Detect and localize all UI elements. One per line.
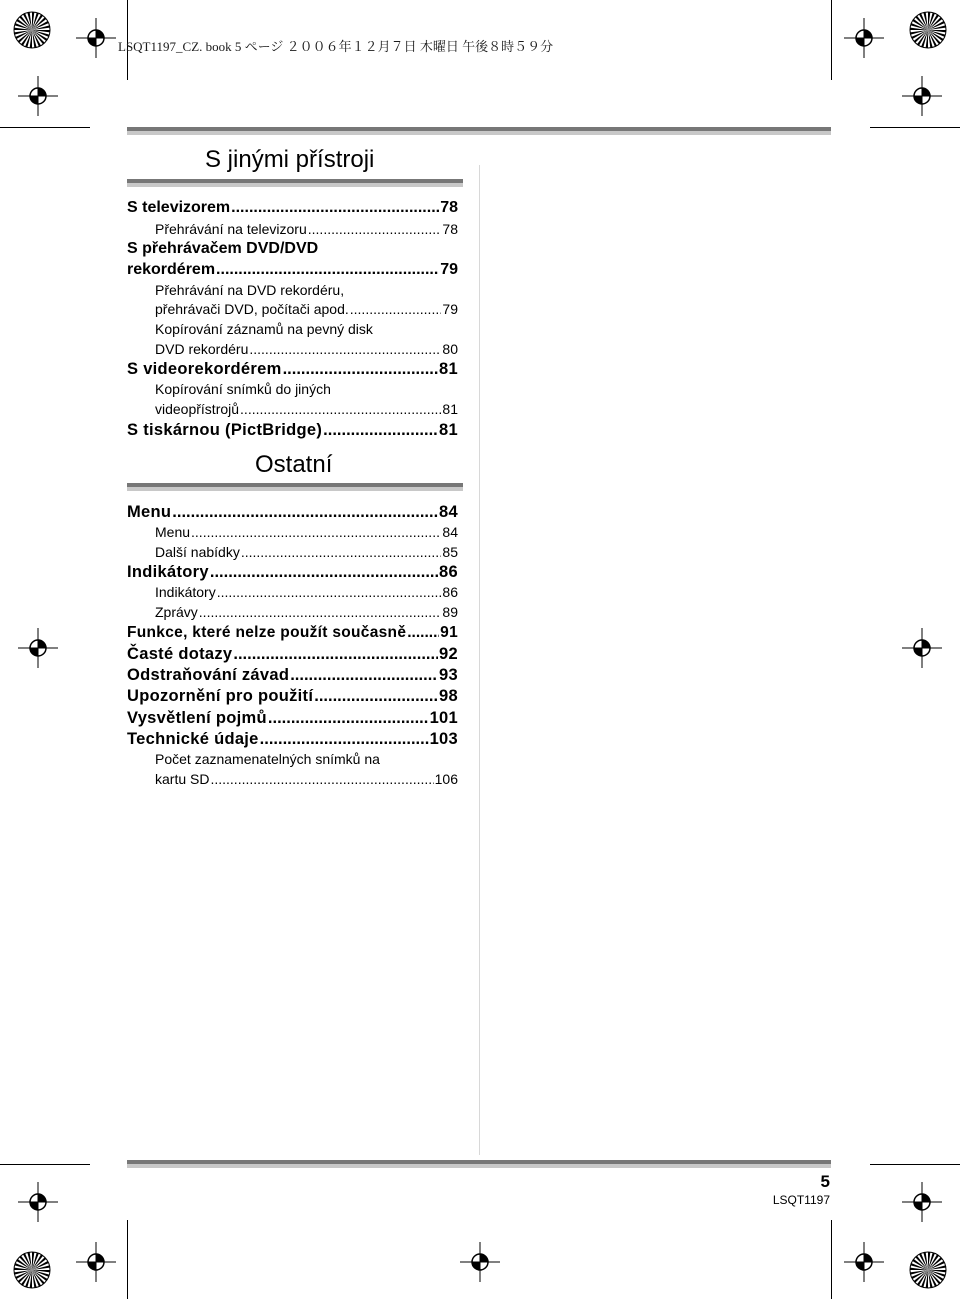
toc-subentry[interactable]: videopřístrojů ..... 81 — [155, 401, 458, 417]
toc-entry[interactable]: Menu ..... 84 — [127, 503, 458, 522]
color-wheel-target-icon — [12, 10, 52, 50]
top-rule — [127, 127, 831, 131]
column-divider — [479, 165, 480, 1155]
toc-entry[interactable]: rekordérem ..... 79 — [127, 261, 458, 279]
crop-mark — [831, 0, 832, 80]
registration-crosshair-icon — [844, 18, 884, 58]
color-wheel-target-icon — [908, 10, 948, 50]
registration-crosshair-icon — [902, 1182, 942, 1222]
toc-subentry-line: Kopírování záznamů na pevný disk — [155, 321, 373, 337]
crop-mark — [870, 127, 960, 128]
toc-subentry[interactable]: Indikátory ..... 86 — [155, 584, 458, 600]
toc-subentry[interactable]: Zprávy ..... 89 — [155, 604, 458, 620]
toc-subentry-line: Počet zaznamenatelných snímků na — [155, 751, 380, 767]
print-header-file-info: LSQT1197_CZ. book 5 ページ ２００６年１２月７日 木曜日 午後８時５９分 — [118, 39, 554, 54]
crop-mark — [127, 1220, 128, 1299]
color-wheel-target-icon — [12, 1250, 52, 1290]
toc-subentry[interactable]: Další nabídky ..... 85 — [155, 544, 458, 560]
crop-mark — [870, 1164, 960, 1165]
crop-mark — [831, 1220, 832, 1299]
toc-entry[interactable]: S videorekordérem ..... 81 — [127, 360, 458, 379]
registration-crosshair-icon — [18, 1182, 58, 1222]
registration-crosshair-icon — [18, 628, 58, 668]
toc-subentry[interactable]: Přehrávání na televizoru ..... 78 — [155, 221, 458, 237]
section-rule — [127, 179, 463, 183]
section-rule — [127, 483, 463, 487]
registration-crosshair-icon — [76, 18, 116, 58]
registration-crosshair-icon — [844, 1242, 884, 1282]
toc-subentry[interactable]: přehrávači DVD, počítači apod. ..... 79 — [155, 301, 458, 317]
toc-subentry[interactable]: Menu ..... 84 — [155, 524, 458, 540]
registration-crosshair-icon — [460, 1242, 500, 1282]
toc-entry[interactable]: S tiskárnou (PictBridge) ..... 81 — [127, 421, 458, 440]
color-wheel-target-icon — [908, 1250, 948, 1290]
page-number: 5 — [820, 1172, 830, 1191]
toc-entry[interactable]: Indikátory ..... 86 — [127, 563, 458, 582]
toc-subentry-line: Přehrávání na DVD rekordéru, — [155, 282, 345, 298]
crop-mark — [0, 1164, 90, 1165]
registration-crosshair-icon — [902, 76, 942, 116]
toc-entry[interactable]: S televizorem ..... 78 — [127, 199, 458, 217]
registration-crosshair-icon — [18, 76, 58, 116]
toc-subentry[interactable]: DVD rekordéru ..... 80 — [155, 341, 458, 357]
section-title-other: Ostatní — [255, 451, 333, 478]
registration-crosshair-icon — [76, 1242, 116, 1282]
toc-subentry[interactable]: kartu SD ..... 106 — [155, 771, 458, 787]
toc-entry[interactable]: Vysvětlení pojmů ..... 101 — [127, 709, 458, 728]
bottom-rule — [127, 1160, 831, 1164]
toc-entry[interactable]: Funkce, které nelze použít současně ..... 91 — [127, 624, 458, 642]
toc-entry-line: S přehrávačem DVD/DVD — [127, 240, 319, 257]
registration-crosshair-icon — [902, 628, 942, 668]
toc-entry[interactable]: Upozornění pro použití ..... 98 — [127, 687, 458, 706]
toc-entry[interactable]: Odstraňování závad ..... 93 — [127, 666, 458, 685]
toc-entry[interactable]: Technické údaje ..... 103 — [127, 730, 458, 749]
section-title-other-devices: S jinými přístroji — [205, 146, 375, 173]
crop-mark — [0, 127, 90, 128]
toc-subentry-line: Kopírování snímků do jiných — [155, 381, 331, 397]
document-id: LSQT1197 — [772, 1193, 830, 1207]
toc-entry[interactable]: Časté dotazy ..... 92 — [127, 645, 458, 664]
